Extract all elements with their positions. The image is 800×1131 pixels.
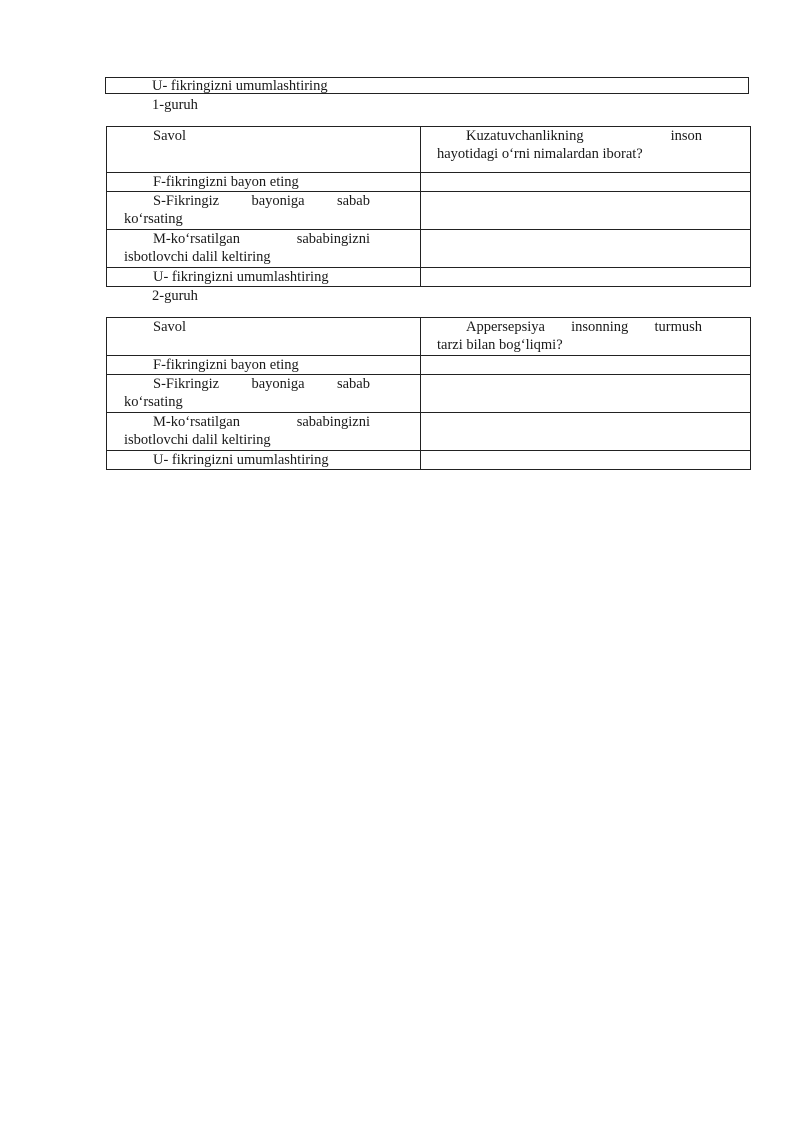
question-line-1: Appersepsiya insonning turmush <box>466 319 702 335</box>
answer-cell <box>421 192 751 230</box>
table-row <box>107 413 751 451</box>
row-label-cell <box>107 173 421 192</box>
table-row <box>107 127 751 173</box>
table-row <box>107 230 751 268</box>
answer-cell <box>421 451 751 470</box>
row-label: F-fikringizni bayon eting <box>153 174 299 190</box>
row-label-cell <box>107 192 421 230</box>
answer-cell <box>421 413 751 451</box>
row-label: M-ko‘rsatilgan sababingizni isbotlovchi dalil keltiring <box>124 231 370 265</box>
group-title-2: 2-guruh <box>152 288 198 304</box>
question-label-cell <box>107 318 421 356</box>
table-row <box>107 451 751 470</box>
answer-cell <box>421 230 751 268</box>
answer-cell <box>421 173 751 192</box>
table-row <box>107 318 751 356</box>
table-row <box>107 173 751 192</box>
question-line-1: Kuzatuvchanlikning inson <box>466 128 702 144</box>
answer-cell <box>421 268 751 287</box>
row-label: M-ko‘rsatilgan sababingizni isbotlovchi dalil keltiring <box>124 414 370 448</box>
row-label-cell <box>107 451 421 470</box>
row-label: U- fikringizni umumlashtiring <box>153 452 329 468</box>
row-label-cell <box>107 230 421 268</box>
table-row <box>107 375 751 413</box>
question-text-cell <box>421 127 751 173</box>
group-2-table <box>106 317 751 470</box>
question-line-2: hayotidagi o‘rni nimalardan iborat? <box>437 146 643 162</box>
question-text <box>421 127 750 163</box>
question-text-cell <box>421 318 751 356</box>
table-row <box>107 268 751 287</box>
question-label: Savol <box>153 319 187 335</box>
row-label-cell <box>107 375 421 413</box>
row-label: S-Fikringiz bayoniga sabab ko‘rsating <box>124 376 370 410</box>
question-line-2: tarzi bilan bog‘liqmi? <box>437 337 563 353</box>
row-label-cell <box>107 356 421 375</box>
top-table-row <box>105 77 749 94</box>
top-row-label: U- fikringizni umumlashtiring <box>152 78 328 94</box>
question-label-cell <box>107 127 421 173</box>
row-label-cell <box>107 268 421 287</box>
question-text <box>421 318 750 354</box>
question-label: Savol <box>153 128 187 144</box>
row-label: S-Fikringiz bayoniga sabab ko‘rsating <box>124 193 370 227</box>
row-label: F-fikringizni bayon eting <box>153 357 299 373</box>
row-label-cell <box>107 413 421 451</box>
group-1-table <box>106 126 751 287</box>
answer-cell <box>421 356 751 375</box>
table-row <box>107 192 751 230</box>
answer-cell <box>421 375 751 413</box>
group-title-1: 1-guruh <box>152 97 198 113</box>
row-label: U- fikringizni umumlashtiring <box>153 269 329 285</box>
table-row <box>107 356 751 375</box>
